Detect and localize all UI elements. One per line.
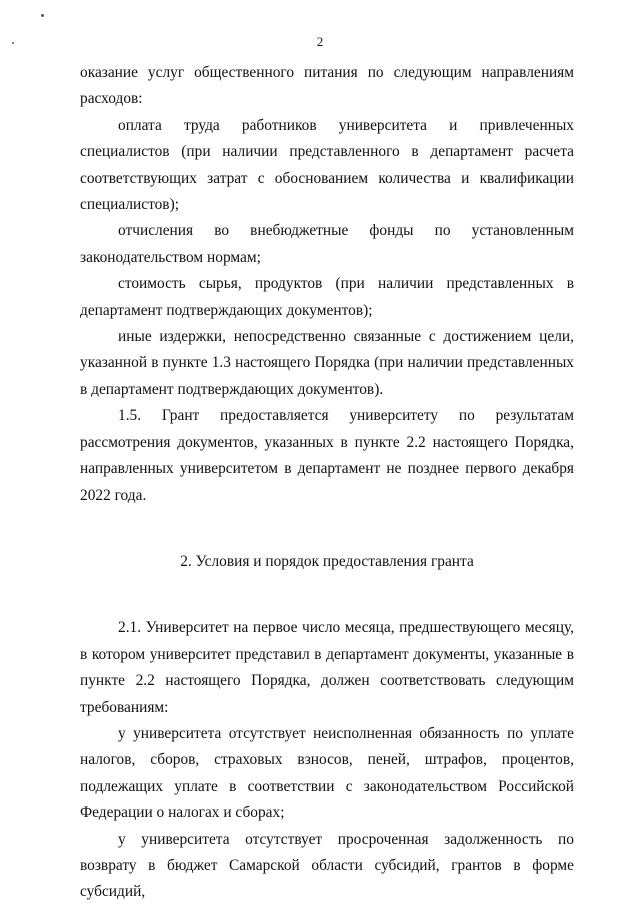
page-number: 2 — [316, 34, 324, 49]
section-heading: 2. Условия и порядок предоставления гранта — [180, 552, 474, 570]
scan-speck — [41, 14, 44, 17]
paragraph-no-tax-debt: у университета отсутствует неисполненная обязанность по уплате налогов, сборов, страховых взносов, пеней, штрафов, процентов, подлежащих уплате в соответствии с законодательством Российской Федерации о налогах и сборах; — [80, 724, 574, 822]
paragraph-continuation: оказание услуг общественного питания по следующим направлениям расходов: — [80, 64, 574, 108]
paragraph-1-5: 1.5. Грант предоставляется университету по результатам рассмотрения документов, указанных в пункте 2.2 настоящего Порядка, направленных университетом в департамент не позднее первого декабря 2022 года. — [80, 407, 574, 504]
paragraph-fund-contributions: отчисления во внебюджетные фонды по установленным законодательством нормам; — [80, 222, 574, 266]
paragraph-other-costs: иные издержки, непосредственно связанные с достижением цели, указанной в пункте 1.3 настоящего Порядка (при наличии представленных в департамент подтверждающих документов). — [80, 328, 574, 398]
paragraph-raw-materials: стоимость сырья, продуктов (при наличии представленных в департамент подтверждающих документов); — [80, 275, 574, 319]
document-body — [80, 60, 574, 906]
paragraph-no-overdue-debt: у университета отсутствует просроченная задолженность по возврату в бюджет Самарской области субсидий, грантов в форме субсидий, — [80, 830, 574, 901]
paragraph-2-1: 2.1. Университет на первое число месяца, предшествующего месяцу, в котором университет представил в департамент документы, указанные в пункте 2.2 настоящего Порядка, должен соответствовать следующим требованиям: — [80, 619, 574, 716]
paragraph-labor-costs: оплата труда работников университета и привлеченных специалистов (при наличии представленного в департамент расчета соответствующих затрат с обоснованием количества и квалификации специалистов); — [80, 116, 574, 214]
